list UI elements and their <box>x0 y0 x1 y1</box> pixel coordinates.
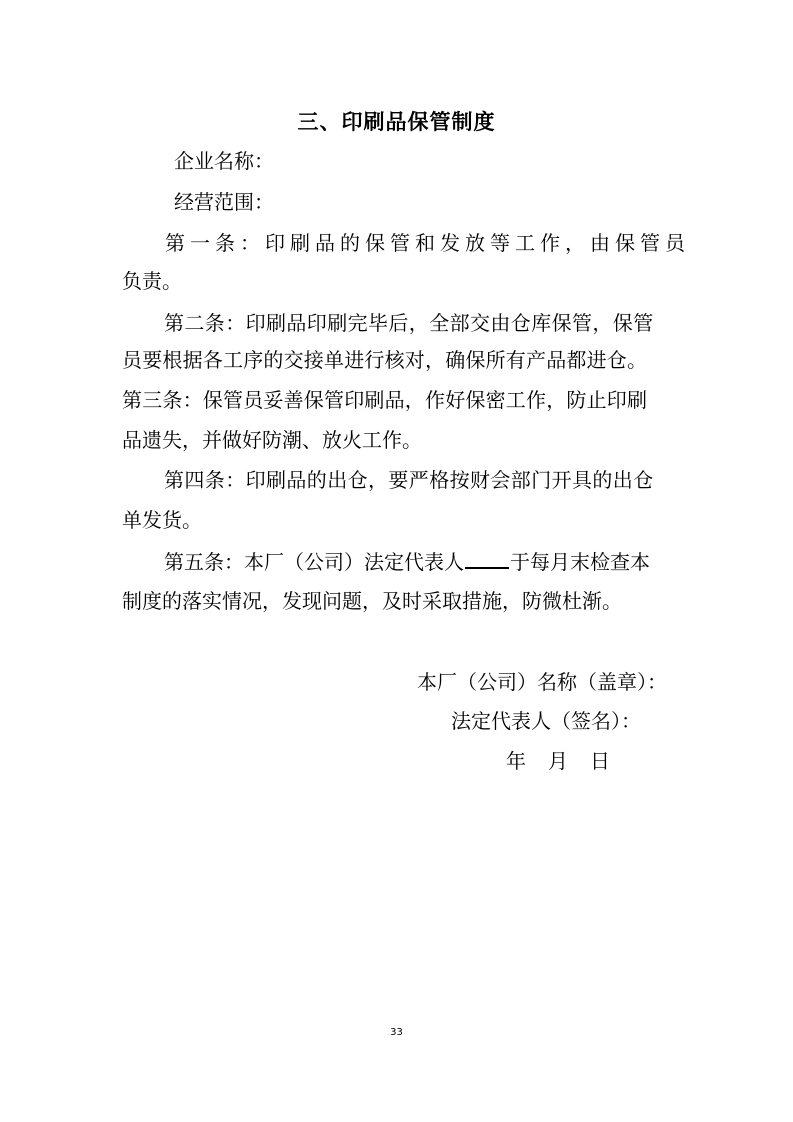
article-2-line-1: 第二条：印刷品印刷完毕后，全部交由仓库保管，保管 <box>164 311 654 335</box>
date-year: 年 <box>506 749 526 773</box>
page-title: 三、印刷品保管制度 <box>297 110 496 134</box>
article-5-line-1-after: 于每月末检查本 <box>510 550 650 574</box>
article-1-line-2: 负责。 <box>122 269 182 293</box>
business-scope-label: 经营范围： <box>174 190 274 214</box>
representative-signature-label: 法定代表人（签名）： <box>451 709 641 733</box>
article-3-line-1: 第三条：保管员妥善保管印刷品，作好保密工作，防止印刷 <box>122 388 648 412</box>
article-1-line-1: 第一条：印刷品的保管和发放等工作，由保管员 <box>165 231 690 255</box>
article-4-line-2: 单发货。 <box>122 508 202 532</box>
representative-blank <box>465 547 509 569</box>
date-day: 日 <box>590 749 610 773</box>
page-number: 33 <box>390 1027 403 1038</box>
company-name-label: 企业名称： <box>174 149 274 173</box>
date-line <box>506 747 632 775</box>
article-5-line-2: 制度的落实情况，发现问题，及时采取措施，防微杜渐。 <box>122 589 622 613</box>
article-5-line-1 <box>164 547 650 576</box>
article-5-line-1-before: 第五条：本厂（公司）法定代表人 <box>164 550 464 574</box>
article-4-line-1: 第四条：印刷品的出仓，要严格按财会部门开具的出仓 <box>164 468 654 492</box>
date-month: 月 <box>548 749 568 773</box>
company-seal-label: 本厂（公司）名称（盖章）： <box>417 670 667 694</box>
article-3-line-2: 品遗失，并做好防潮、放火工作。 <box>122 428 422 452</box>
article-2-line-2: 员要根据各工序的交接单进行核对，确保所有产品都进仓。 <box>122 348 648 372</box>
